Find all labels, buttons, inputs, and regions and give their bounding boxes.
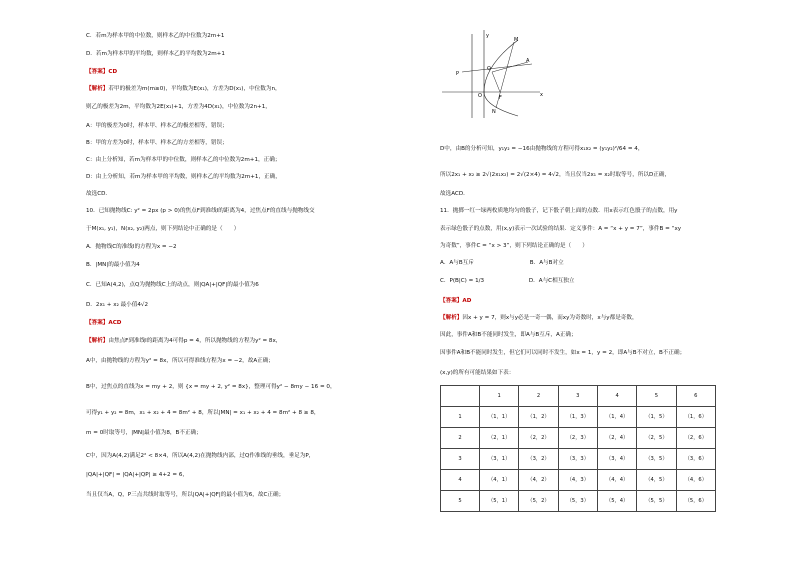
figure-label-n: N [492,109,496,115]
table-cell: 5 [441,491,480,512]
question-10-stem: 于M(x₁, y₁)，N(x₂, y₂)两点，则下列结论中正确的是（ ） [86,226,240,232]
left-line: C中，因为A(4,2)满足2² < 8×4，所以A(4,2)在抛物线内部，过Q作准线的垂线，垂足为P， [86,453,315,459]
table-row [441,428,716,449]
table-cell: 3 [441,449,480,470]
left-line: D：由上分析知，若m为样本甲的平均数，则样本乙的平均数为2m+1，正确， [86,174,281,180]
solution-tag: 【解析】 [86,338,109,344]
left-line: 则乙的极差为2m，平均数为2E(x₁)+1，方差为4D(x₁)，中位数为2n+1， [86,104,271,110]
left-line: D．若m为样本甲的平均数，则样本乙的平均数为2m+1 [86,51,225,57]
table-cell: （2，4） [597,428,636,449]
table-cell: 4 [441,470,480,491]
table-cell: （1，1） [480,407,519,428]
option-c: C．已知A(4,2)，点Q为抛物线C上的动点，则|QA|+|QF|的最小值为6 [86,282,259,288]
table-cell: （1，3） [558,407,597,428]
solution-tag: 【解析】 [440,315,463,321]
table-row [441,407,716,428]
answer-line: 【答案】AD [440,298,472,304]
table-cell: （5，4） [597,491,636,512]
segment-qa [492,62,528,72]
table-cell: （1，6） [676,407,715,428]
table-cell: （5，5） [637,491,676,512]
question-10-stem: 10．已知抛物线C: y² = 2px (p > 0)的焦点F到准线l的距离为4，过焦点F的直线与抛物线交 [86,208,315,214]
table-cell: 1 [441,407,480,428]
table-cell: 2 [441,428,480,449]
table-cell: （2，5） [637,428,676,449]
table-row [441,470,716,491]
question-11-stem: 表示绿色骰子的点数，用(x,y)表示一次试验的结果．定义事件：A = “x + y = 7”，事件B = “xy [440,226,682,232]
table-cell: （1，2） [519,407,558,428]
parabola-figure [440,26,560,118]
table-cell: （5，3） [558,491,597,512]
left-line: |QA|+|QF| = |QA|+|QP| ≥ 4+2 = 6， [86,472,188,478]
right-line: 所以2x₁ + x₂ ≥ 2√(2x₁x₂) = 2√(2×4) = 4√2，当且仅当2x₁ = x₂时取等号，所以D正确， [440,172,671,178]
left-line: C：由上分析知，若m为样本甲的中位数，则样本乙的中位数为2m+1，正确； [86,157,281,163]
outcomes-table [440,385,716,512]
solution-tag: 【解析】 [86,86,109,92]
right-line: 因事件A和B不能同时发生，但它们可以同时不发生，如x = 1，y = 2，即A与B不对立，B不正确； [440,350,686,356]
table-cell: （4，6） [676,470,715,491]
table-header-cell: 1 [480,386,519,407]
figure-label-y: y [486,33,489,39]
table-cell: （3，2） [519,449,558,470]
left-line: C．若m为样本甲的中位数，则样本乙的中位数为2m+1 [86,33,225,39]
left-line: B：甲的方差为0时，样本甲、样本乙的方差相等，错误； [86,140,228,146]
figure-label-x: x [540,92,543,98]
option-d: D．2x₁ + x₂ 最小值4√2 [86,302,149,308]
option-b: B．|MN|的最小值为4 [86,262,140,268]
table-cell: （3，5） [637,449,676,470]
table-row [441,449,716,470]
table-cell: （3，3） [558,449,597,470]
left-line: 故选CD． [86,191,111,197]
table-cell: （4，2） [519,470,558,491]
left-line: 可得y₁ + y₂ = 8m，x₁ + x₂ + 4 = 8m² + 8，所以|MN| = x₁ + x₂ + 4 = 8m² + 8 ≥ 8， [86,410,320,416]
table-cell: （4，1） [480,470,519,491]
solution-line: 【解析】由焦点F到准线l的距离为4可得p = 4，所以抛物线的方程为y² = 8x， [86,338,282,344]
right-column [440,0,794,562]
right-line: (x,y)的所有可能结果如下表： [440,370,515,376]
table-row [441,491,716,512]
left-line: m = 0时取等号，|MN|最小值为8，B不正确； [86,430,202,436]
right-line: D中，由B的分析可知，y₁y₂ = −16由抛物线的方程可得x₁x₂ = (y₁y₂)²/64 = 4， [440,146,644,152]
table-cell: （4，5） [637,470,676,491]
segment-qf [492,72,500,92]
figure-label-m: M [514,37,519,43]
table-cell: （2，6） [676,428,715,449]
options-ab: A．A与B互斥 B．A与B对立 [440,260,564,266]
table-cell: （2，2） [519,428,558,449]
table-cell: （5，6） [676,491,715,512]
parabola-curve [484,40,518,116]
option-a: A．抛物线C的准线l的方程为x = −2 [86,244,177,250]
table-header-cell [441,386,480,407]
left-column [86,0,446,562]
figure-label-q: Q [487,66,491,72]
answer-line: 【答案】ACD [86,320,122,326]
solution-line: 【解析】因x + y = 7，则x与y必是一奇一偶，而xy为奇数时，x与y都是奇数， [440,315,638,321]
solution-line: 【解析】若甲的极差为m(m≥0)，平均数为E(x₁)，方差为D(x₁)，中位数为n， [86,86,281,92]
question-11-stem: 为奇数”，事件C = “x > 3”，则下列结论正确的是（ ） [440,243,588,249]
figure-label-o: O [478,93,482,99]
left-line: A中，由抛物线的方程为y² = 8x，所以可得准线方程为x = −2，故A正确； [86,358,274,364]
table-cell: （1，4） [597,407,636,428]
table-cell: （5，2） [519,491,558,512]
table-header-cell: 6 [676,386,715,407]
left-line: B中，过焦点的直线为x = my + 2，则 {x = my + 2, y² = 8x}，整理可得y² − 8my − 16 = 0， [86,384,336,390]
table-header-cell: 3 [558,386,597,407]
figure-label-a: A [526,58,530,64]
left-line: A：甲的极差为0时，样本甲、样本乙的极差相等，错误； [86,123,228,129]
table-header-cell: 4 [597,386,636,407]
question-11-stem: 11．抛掷一红一绿两枚质地均匀的骰子，记下骰子朝上面的点数．用x表示红色骰子的点数，用y [440,208,678,214]
table-cell: （1，5） [637,407,676,428]
right-line: 故选ACD． [440,191,469,197]
table-header-cell: 2 [519,386,558,407]
right-line: 因此，事件A和B不能同时发生，即A与B互斥，A正确； [440,332,577,338]
figure-label-p: P [456,71,460,77]
table-header-row [441,386,716,407]
table-cell: （3，1） [480,449,519,470]
table-cell: （4，3） [558,470,597,491]
table-cell: （2，1） [480,428,519,449]
figure-label-f: F [499,95,502,101]
table-cell: （2，3） [558,428,597,449]
left-line: 当且仅当A，Q，P三点共线时取等号，所以|QA|+|QF|的最小值为6，故C正确； [86,492,285,498]
table-header-cell: 5 [637,386,676,407]
table-cell: （4，4） [597,470,636,491]
table-cell: （3，4） [597,449,636,470]
answer-line: 【答案】CD [86,69,118,75]
table-cell: （3，6） [676,449,715,470]
table-cell: （5，1） [480,491,519,512]
options-cd: C．P(B|C) = 1/3 D．A与C相互独立 [440,278,575,284]
